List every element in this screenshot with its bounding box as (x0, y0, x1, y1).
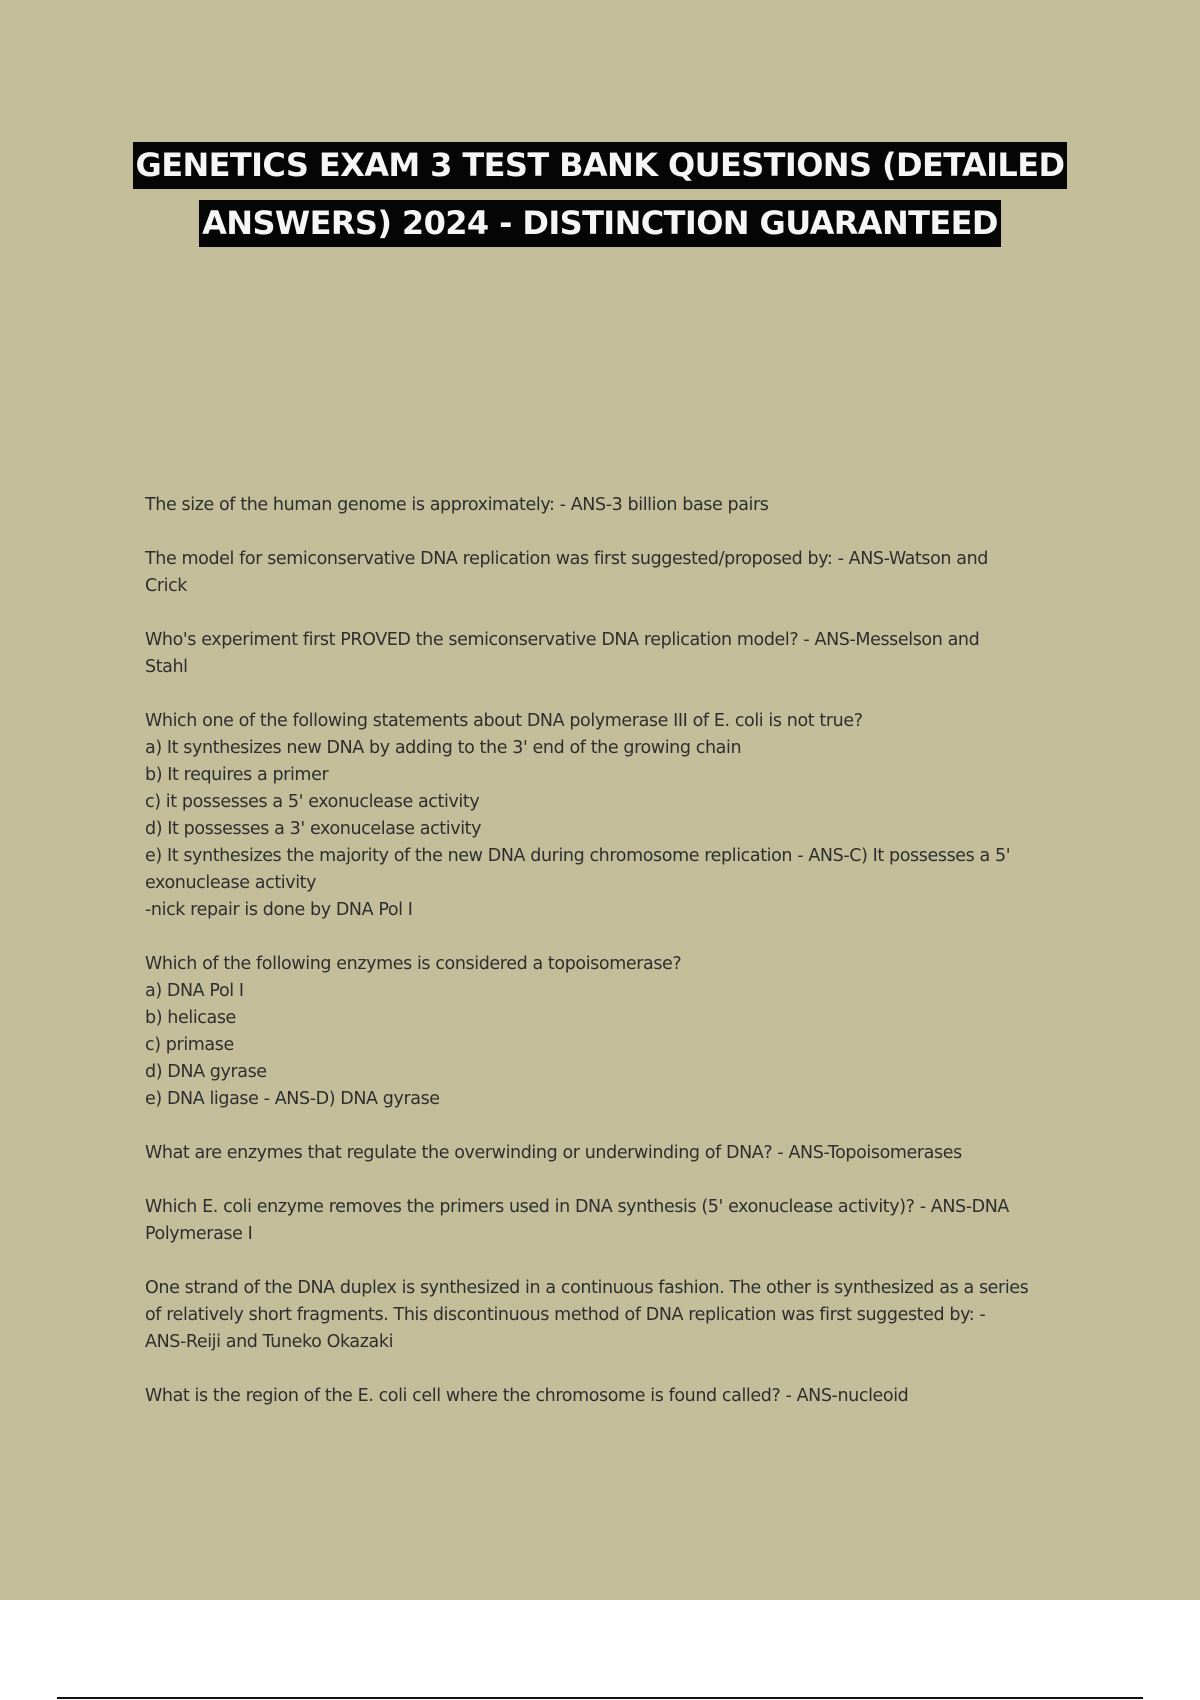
qa-line: c) it possesses a 5' exonuclease activity (145, 792, 480, 812)
qa-line: The model for semiconservative DNA replication was first suggested/proposed by: - ANS-Watson and (145, 549, 989, 569)
qa-line: Stahl (145, 657, 188, 677)
title-line: GENETICS EXAM 3 TEST BANK QUESTIONS (DETAILED (133, 142, 1068, 189)
qa-line: Polymerase I (145, 1224, 253, 1244)
qa-item (145, 1194, 1090, 1248)
qa-item (145, 546, 1090, 600)
qa-line: Which one of the following statements about DNA polymerase III of E. coli is not true? (145, 711, 863, 731)
qa-line: exonuclease activity (145, 873, 317, 893)
qa-line: a) It synthesizes new DNA by adding to the 3' end of the growing chain (145, 738, 742, 758)
qa-line: b) It requires a primer (145, 765, 329, 785)
qa-item (145, 492, 1090, 519)
qa-line: Which of the following enzymes is considered a topoisomerase? (145, 954, 682, 974)
qa-line: of relatively short fragments. This discontinuous method of DNA replication was first suggested by: - (145, 1305, 986, 1325)
document-title (0, 142, 1200, 258)
qa-line: Who's experiment first PROVED the semiconservative DNA replication model? - ANS-Messelson and (145, 630, 980, 650)
qa-line: b) helicase (145, 1008, 236, 1028)
qa-line: e) DNA ligase - ANS-D) DNA gyrase (145, 1089, 440, 1109)
qa-line: Crick (145, 576, 188, 596)
qa-line: -nick repair is done by DNA Pol I (145, 900, 413, 920)
qa-line: d) It possesses a 3' exonucelase activity (145, 819, 482, 839)
qa-item (145, 1275, 1090, 1356)
qa-line: a) DNA Pol I (145, 981, 244, 1001)
qa-line: What is the region of the E. coli cell where the chromosome is found called? - ANS-nucleoid (145, 1386, 909, 1406)
qa-item (145, 1140, 1090, 1167)
qa-item (145, 708, 1090, 924)
qa-line: What are enzymes that regulate the overwinding or underwinding of DNA? - ANS-Topoisomerases (145, 1143, 962, 1163)
qa-line: The size of the human genome is approximately: - ANS-3 billion base pairs (145, 495, 769, 515)
qa-list (145, 492, 1090, 1437)
qa-line: c) primase (145, 1035, 234, 1055)
qa-item (145, 1383, 1090, 1410)
qa-line: e) It synthesizes the majority of the new DNA during chromosome replication - ANS-C) It possesses a 5' (145, 846, 1011, 866)
qa-line: Which E. coli enzyme removes the primers used in DNA synthesis (5' exonuclease activity)? - ANS-DNA (145, 1197, 1009, 1217)
qa-line: One strand of the DNA duplex is synthesized in a continuous fashion. The other is synthesized as a series (145, 1278, 1029, 1298)
qa-item (145, 951, 1090, 1113)
qa-item (145, 627, 1090, 681)
qa-line: ANS-Reiji and Tuneko Okazaki (145, 1332, 394, 1352)
qa-line: d) DNA gyrase (145, 1062, 267, 1082)
footer-divider (57, 1697, 1143, 1699)
title-line: ANSWERS) 2024 - DISTINCTION GUARANTEED (199, 200, 1001, 247)
